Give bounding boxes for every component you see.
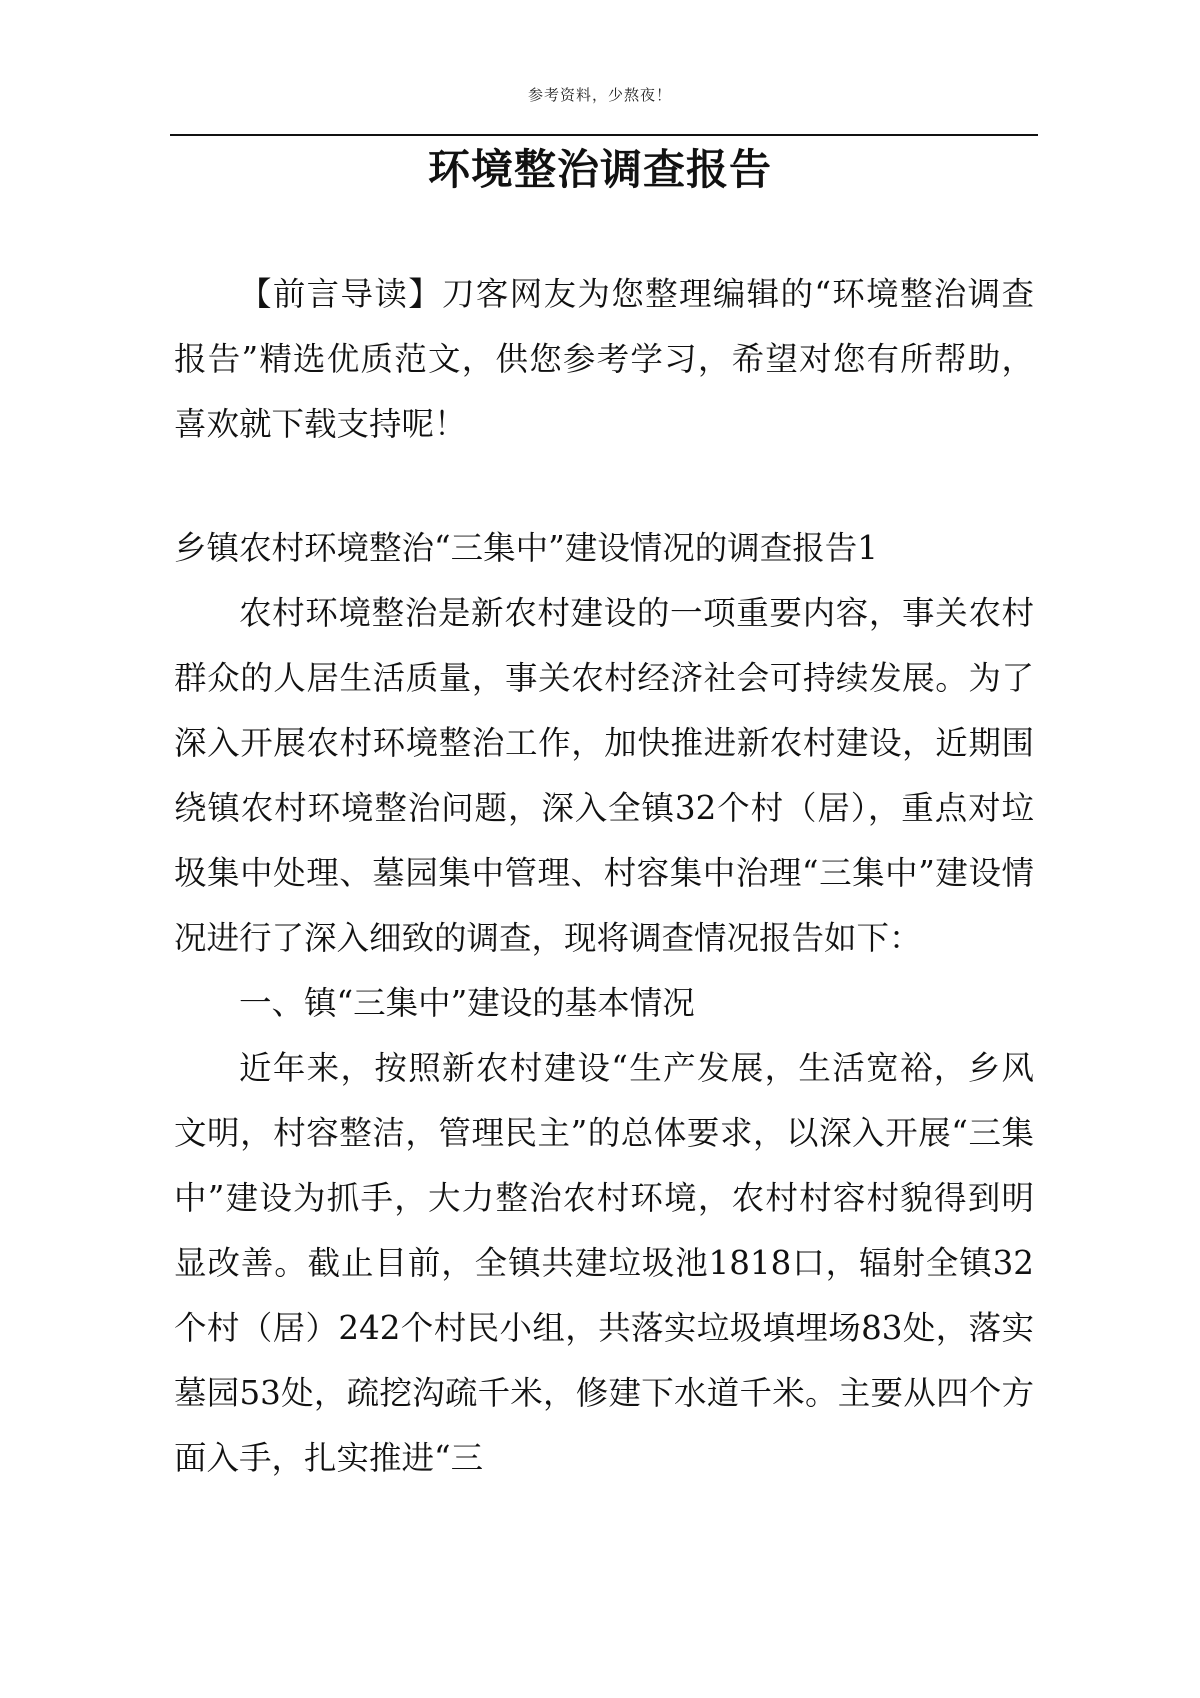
document-title: 环境整治调查报告 [427, 145, 772, 194]
preface-paragraph: 【前言导读】刀客网友为您整理编辑的“环境整治调查报告”精选优质范文，供您参考学习，希望对您有所帮助，喜欢就下载支持呢！ [174, 275, 1034, 443]
section-title: 乡镇农村环境整治“三集中”建设情况的调查报告1 [174, 529, 878, 567]
subheading-basic-situation: 一、镇“三集中”建设的基本情况 [239, 984, 695, 1022]
paragraph-intro: 农村环境整治是新农村建设的一项重要内容，事关农村群众的人居生活质量，事关农村经济社会可持续发展。为了深入开展农村环境整治工作，加快推进新农村建设，近期围绕镇农村环境整治问题，深入全镇32个村（居），重点对垃圾集中处理、墓园集中管理、村容集中治理“三集中”建设情况进行了深入细致的调查，现将调查情况报告如下： [174, 594, 1034, 957]
paragraph-progress: 近年来，按照新农村建设“生产发展，生活宽裕，乡风文明，村容整洁，管理民主”的总体要求，以深入开展“三集中”建设为抓手，大力整治农村环境，农村村容村貌得到明显改善。截止目前，全镇共建垃圾池1818口，辐射全镇32个村（居）242个村民小组，共落实垃圾填埋场83处，落实墓园53处，疏挖沟疏千米，修建下水道千米。主要从四个方面入手，扎实推进“三 [174, 1049, 1034, 1477]
report-body [174, 516, 1034, 1491]
header-note: 参考资料，少熬夜！ [527, 86, 672, 104]
header-divider [170, 134, 1038, 136]
